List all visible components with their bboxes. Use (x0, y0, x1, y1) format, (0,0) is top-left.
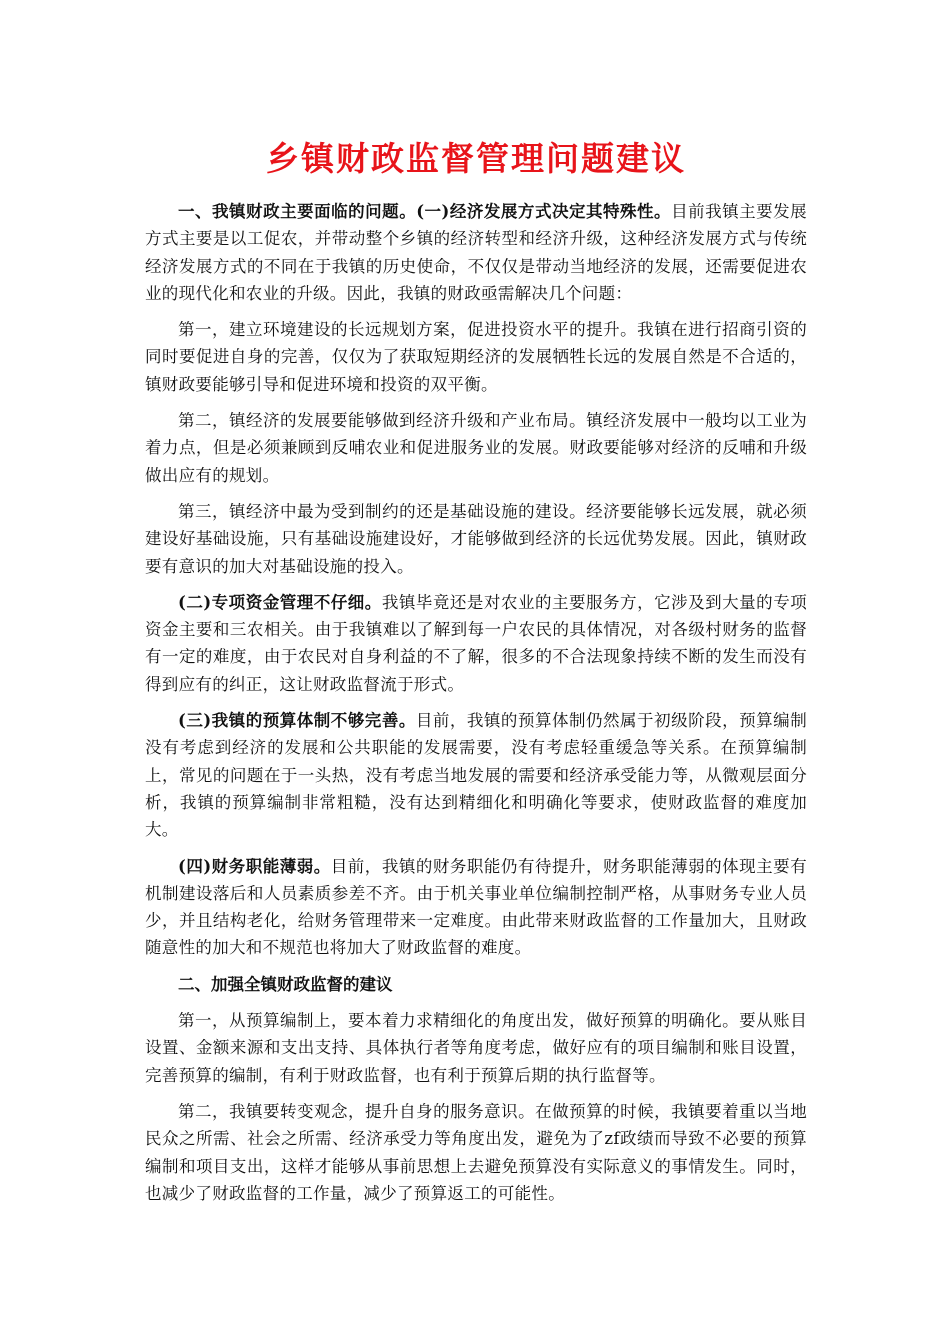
paragraph-text: 第三，镇经济中最为受到制约的还是基础设施的建设。经济要能够长远发展，就必须建设好基础设施，只有基础设施建设好，才能够做到经济的长远优势发展。因此，镇财政要有意识的加大对基础设施的投入。 (145, 501, 807, 576)
paragraph-4 (145, 498, 807, 580)
document-page (145, 132, 807, 1216)
document-title: 乡镇财政监督管理问题建议 (266, 139, 686, 178)
paragraph-text: 第一，建立环境建设的长远规划方案，促进投资水平的提升。我镇在进行招商引资的同时要促进自身的完善，仅仅为了获取短期经济的发展牺牲长远的发展自然是不合适的，镇财政要能够引导和促进环境和投资的双平衡。 (145, 320, 807, 394)
paragraph-8 (145, 1007, 807, 1089)
paragraph-text: 第二，我镇要转变观念，提升自身的服务意识。在做预算的时候，我镇要着重以当地民众之所需、社会之所需、经济承受力等角度出发，避免为了zf政绩而导致不必要的预算编制和项目支出，这样才能够从事前思想上去避免预算没有实际意义的事情发生。同时，也减少了财政监督的工作量，减少了预算返工的可能性。 (145, 1101, 807, 1203)
paragraph-7 (145, 853, 807, 962)
paragraph-text: 目前，我镇的财务职能仍有待提升，财务职能薄弱的体现主要有机制建设落后和人员素质参差不齐。由于机关事业单位编制控制严格，从事财务专业人员少，并且结构老化，给财务管理带来一定难度。由此带来财政监督的工作量加大，且财政随意性的加大和不规范也将加大了财政监督的难度。 (145, 856, 807, 958)
paragraph-3 (145, 407, 807, 489)
paragraph-lead: (四)财务职能薄弱。 (178, 856, 331, 876)
paragraph-9 (145, 1098, 807, 1207)
section-heading-2: 二、加强全镇财政监督的建议 (178, 974, 393, 994)
paragraph-text: 我镇毕竟还是对农业的主要服务方，它涉及到大量的专项资金主要和三农相关。由于我镇难以了解到每一户农民的具体情况，对各级村财务的监督有一定的难度，由于农民对自身利益的不了解，很多的不合法现象持续不断的发生而没有得到应有的纠正，这让财政监督流于形式。 (145, 592, 808, 694)
paragraph-text: 目前我镇主要发展方式主要是以工促农，并带动整个乡镇的经济转型和经济升级，这种经济发展方式与传统经济发展方式的不同在于我镇的历史使命，不仅仅是带动当地经济的发展，还需要促进农业的现代化和农业的升级。因此，我镇的财政亟需解决几个问题： (145, 202, 807, 303)
paragraph-lead: (二)专项资金管理不仔细。 (178, 592, 382, 612)
paragraph-2 (145, 316, 807, 398)
paragraph-text: 目前，我镇的预算体制仍然属于初级阶段，预算编制没有考虑到经济的发展和公共职能的发展需要，没有考虑轻重缓急等关系。在预算编制上，常见的问题在于一头热，没有考虑当地发展的需要和经济承受能力等，从微观层面分析，我镇的预算编制非常粗糙，没有达到精细化和明确化等要求，使财政监督的难度加大。 (145, 711, 807, 840)
paragraph-text: 第一，从预算编制上，要本着力求精细化的角度出发，做好预算的明确化。要从账目设置、金额来源和支出支持、具体执行者等角度考虑，做好应有的项目编制和账目设置，完善预算的编制，有利于财政监督，也有利于预算后期的执行监督等。 (145, 1011, 807, 1085)
paragraph-lead: (三)我镇的预算体制不够完善。 (178, 711, 416, 731)
paragraph-text: 第二，镇经济的发展要能够做到经济升级和产业布局。镇经济发展中一般均以工业为着力点，但是必须兼顾到反哺农业和促进服务业的发展。财政要能够对经济的反哺和升级做出应有的规划。 (145, 411, 807, 485)
paragraph-6 (145, 707, 807, 843)
paragraph-1 (145, 198, 807, 307)
paragraph-lead: 一、我镇财政主要面临的问题。(一)经济发展方式决定其特殊性。 (178, 202, 672, 221)
paragraph-5 (145, 589, 807, 698)
